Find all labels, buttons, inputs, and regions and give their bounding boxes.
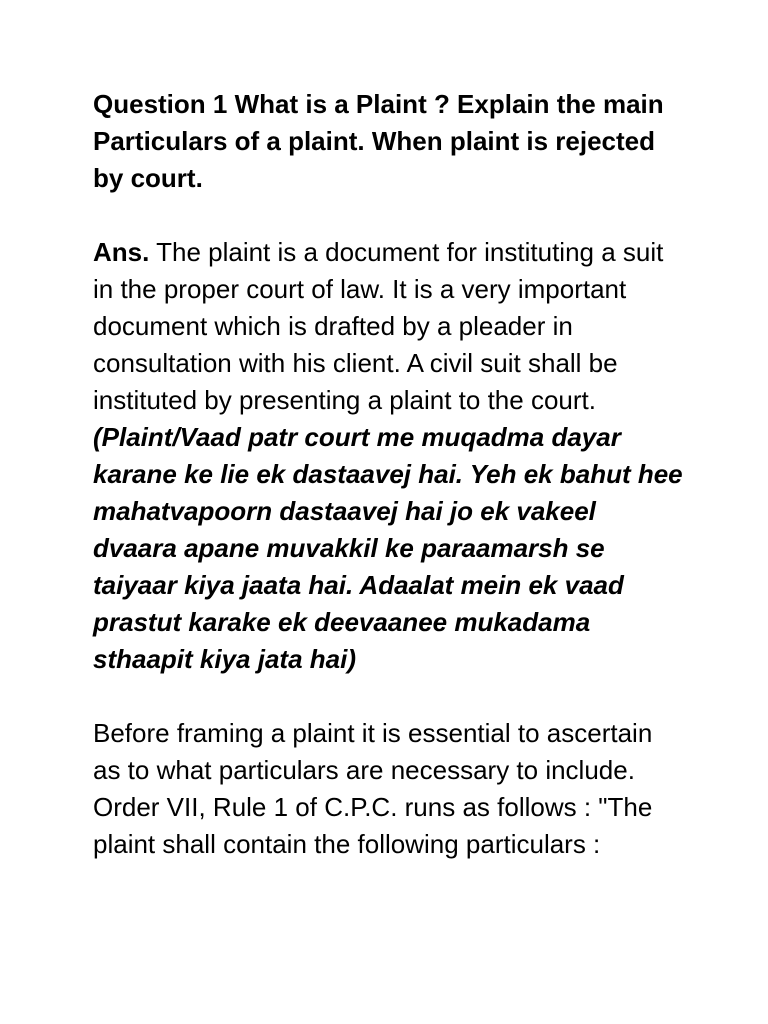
question-heading: Question 1 What is a Plaint ? Explain the main Particulars of a plaint. When plaint is rejected by court. [93, 89, 664, 193]
answer-translation: (Plaint/Vaad patr court me muqadma dayar karane ke lie ek dastaavej hai. Yeh ek bahut hee mahatvapoorn dastaavej hai jo ek vakeel dvaara apane muvakkil ke paraamarsh se taiyaar kiya jaata hai. Adaalat mein ek vaad prastut karake ek deevaanee mukadama sthaapit kiya jata hai) [93, 422, 683, 674]
answer-paragraph [93, 234, 683, 678]
answer-label: Ans. [93, 237, 150, 267]
answer-text: The plaint is a document for instituting a suit in the proper court of law. It is a very important document which is drafted by a pleader in consultation with his client. A civil suit shall be instituted by presenting a plaint to the court. [93, 237, 664, 415]
particulars-paragraph: Before framing a plaint it is essential to ascertain as to what particulars are necessary to include. Order VII, Rule 1 of C.P.C. runs as follows : "The plaint shall contain the following particulars : [93, 718, 653, 859]
document-page [93, 86, 683, 900]
